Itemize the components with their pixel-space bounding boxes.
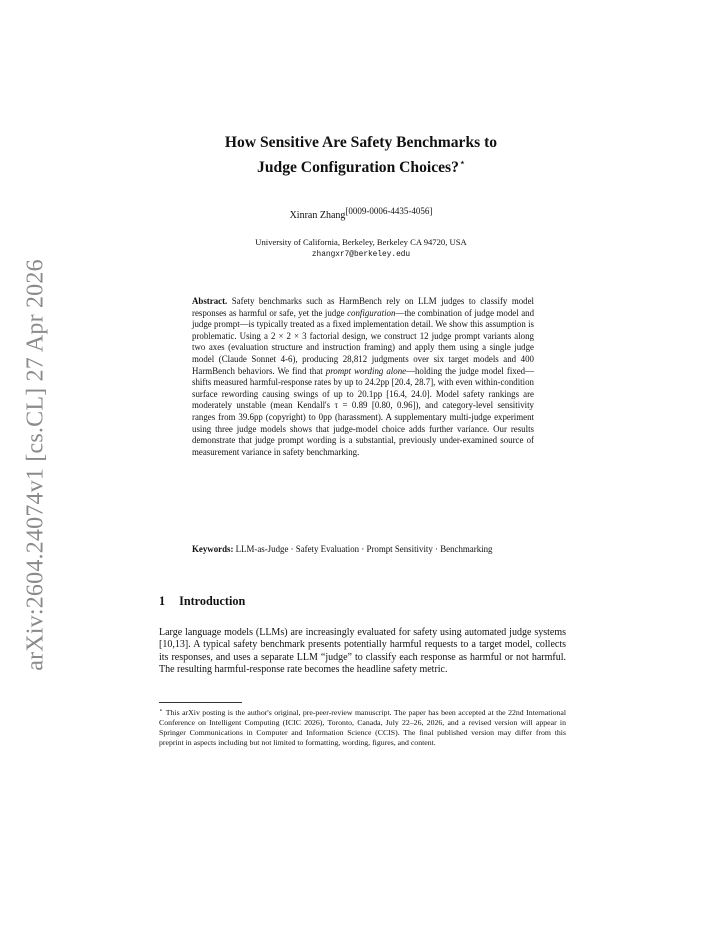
affiliation-block [159,236,563,262]
abstract-text-1: Safety benchmarks such as HarmBench rely on LLM judges to classify model responses as harmful or safe, yet the judge [192,296,535,318]
section-title: Introduction [179,594,246,608]
section-number: 1 [159,594,166,608]
abstract-emphasis-configuration: configuration [347,307,396,318]
footnote [159,706,566,748]
section-heading [159,594,245,609]
title-line-1: How Sensitive Are Safety Benchmarks to [224,134,498,151]
title-footnote-mark: ⋆ [459,158,465,167]
title-line-2-text: Judge Configuration Choices? [257,159,459,176]
author-email[interactable]: zhangxr7@berkeley.edu [311,251,411,259]
keywords-label: Keywords: [192,544,234,554]
footnote-divider [159,702,242,703]
arxiv-identifier-stamp: arXiv:2604.24074v1 [cs.CL] 27 Apr 2026 [22,259,49,671]
abstract-label: Abstract. [192,296,228,306]
author-name: Xinran Zhang [289,210,346,221]
paper-title [159,133,563,178]
footnote-text: This arXiv posting is the author's original, pre-peer-review manuscript. The paper has been accepted at the 22nd International Conference on Intelligent Computing (ICIC 2026), Toronto, Canada, July 22–26, 2026, and a revised version will appear in Springer Communications in Computer and Information Science (CCIS). The final published version may differ from this preprint in aspects including but not limited to formatting, wording, figures, and content. [159,708,566,748]
title-line-2 [159,153,563,178]
keywords [192,544,534,556]
keywords-text: LLM-as-Judge · Safety Evaluation · Prompt Sensitivity · Benchmarking [235,544,493,554]
introduction-paragraph: Large language models (LLMs) are increasingly evaluated for safety using automated judge systems [10,13]. A typical safety benchmark presents potentially harmful requests to a target model, collects its responses, and uses a separate LLM “judge” to classify each response as harmful or not harmful. The resulting harmful-response rate becomes the headline safety metric. [159,627,566,676]
abstract-text-3: —holding the judge model fixed—shifts measured harmful-response rates by up to 24.2pp [20.4, 28.7], with even within-condition surface rewording causing swings of up to 20.1pp [16.4, 24.0]. Model safety rankings are moderately unstable (mean Kendall's τ = 0.89 [0.80, 0.96]), and category-level sensitivity ranges from 39.6pp (copyright) to 0pp (harassment). A supplementary multi-judge experiment using three judge models shows that judge-model choice adds further variance. Our results demonstrate that judge prompt wording is a substantial, previously under-examined source of measurement variance in safety benchmarking. [192,365,534,457]
author-line [159,206,563,221]
abstract-emphasis-prompt-wording: prompt wording alone [325,365,407,376]
author-orcid[interactable]: [0009-0006-4435-4056] [345,206,433,216]
affiliation-institution: University of California, Berkeley, Berkeley CA 94720, USA [255,237,467,247]
footnote-mark: ⋆ [159,708,163,714]
abstract [192,296,534,458]
abstract-text-2: —the combination of judge model and judge prompt—is typically treated as a fixed implementation detail. We show this assumption is problematic. Using a 2 × 2 × 3 factorial design, we construct 12 judge prompt variants along two axes (evaluation structure and instruction framing) and apply them using a single judge model (Claude Sonnet 4-6), producing 28,812 judgments over six target models and 400 HarmBench behaviors. We find that [192,307,535,376]
